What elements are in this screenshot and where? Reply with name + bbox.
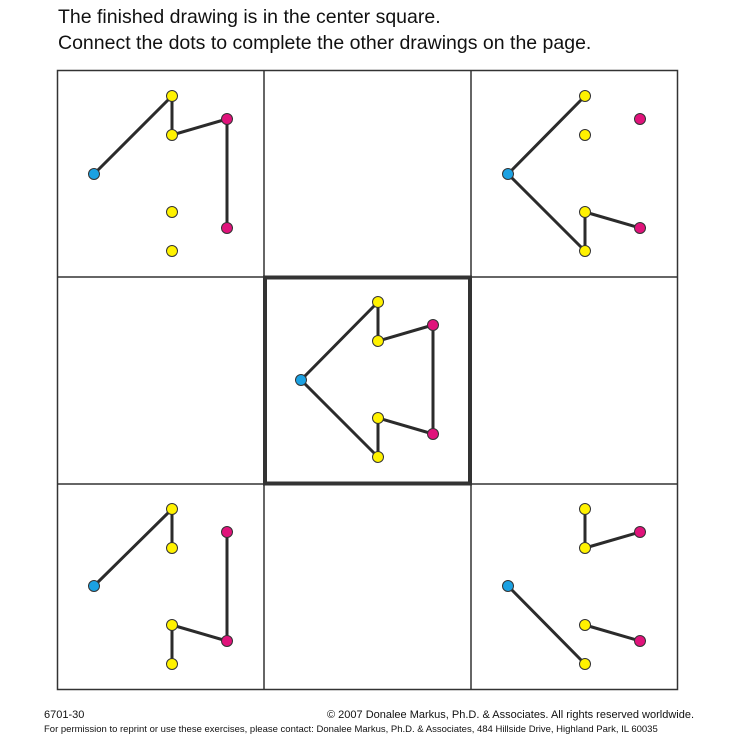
blue-dot[interactable] (503, 169, 514, 180)
cell-bottom-left (89, 504, 233, 670)
cell-lines (94, 509, 227, 664)
instruction-line-2: Connect the dots to complete the other drawings on the page. (58, 32, 592, 54)
cell-middle-left-empty[interactable] (59, 278, 264, 483)
yellow-dot[interactable] (580, 620, 591, 631)
yellow-dot[interactable] (580, 504, 591, 515)
yellow-dot[interactable] (167, 91, 178, 102)
yellow-dot[interactable] (580, 91, 591, 102)
yellow-dot[interactable] (167, 504, 178, 515)
magenta-dot[interactable] (222, 114, 233, 125)
yellow-dot[interactable] (167, 543, 178, 554)
magenta-dot[interactable] (222, 223, 233, 234)
magenta-dot[interactable] (635, 527, 646, 538)
yellow-dot (373, 297, 384, 308)
yellow-dot[interactable] (167, 620, 178, 631)
magenta-dot[interactable] (635, 223, 646, 234)
cell-bottom-right (503, 504, 646, 670)
yellow-dot[interactable] (580, 543, 591, 554)
yellow-dot[interactable] (167, 207, 178, 218)
copyright-notice: © 2007 Donalee Markus, Ph.D. & Associates. All rights reserved worldwide. (327, 709, 694, 721)
yellow-dot[interactable] (580, 246, 591, 257)
cell-top-left (89, 91, 233, 257)
yellow-dot[interactable] (580, 207, 591, 218)
blue-dot[interactable] (503, 581, 514, 592)
cell-lines (508, 96, 640, 251)
cell-center-finished-drawing (296, 297, 439, 463)
blue-dot (296, 375, 307, 386)
instruction-line-1: The finished drawing is in the center square. (58, 6, 441, 28)
blue-dot[interactable] (89, 169, 100, 180)
permission-notice: For permission to reprint or use these exercises, please contact: Donalee Markus, Ph.D. & Associates, 484 Hillside Drive, Highland Park, IL 60035 (44, 724, 658, 735)
magenta-dot[interactable] (635, 114, 646, 125)
exercise-code: 6701-30 (44, 709, 85, 721)
yellow-dot[interactable] (167, 246, 178, 257)
magenta-dot[interactable] (635, 636, 646, 647)
magenta-dot (428, 320, 439, 331)
yellow-dot (373, 336, 384, 347)
yellow-dot (373, 452, 384, 463)
magenta-dot[interactable] (222, 527, 233, 538)
magenta-dot[interactable] (222, 636, 233, 647)
cell-lines (508, 509, 640, 664)
blue-dot[interactable] (89, 581, 100, 592)
cell-lines (301, 302, 433, 457)
cell-bottom-center-empty[interactable] (265, 485, 470, 689)
yellow-dot[interactable] (580, 130, 591, 141)
cell-middle-right-empty[interactable] (472, 278, 677, 483)
magenta-dot (428, 429, 439, 440)
cell-top-right (503, 91, 646, 257)
yellow-dot (373, 413, 384, 424)
cell-lines (94, 96, 227, 228)
yellow-dot[interactable] (580, 659, 591, 670)
cell-top-center-empty[interactable] (265, 72, 470, 277)
yellow-dot[interactable] (167, 130, 178, 141)
yellow-dot[interactable] (167, 659, 178, 670)
